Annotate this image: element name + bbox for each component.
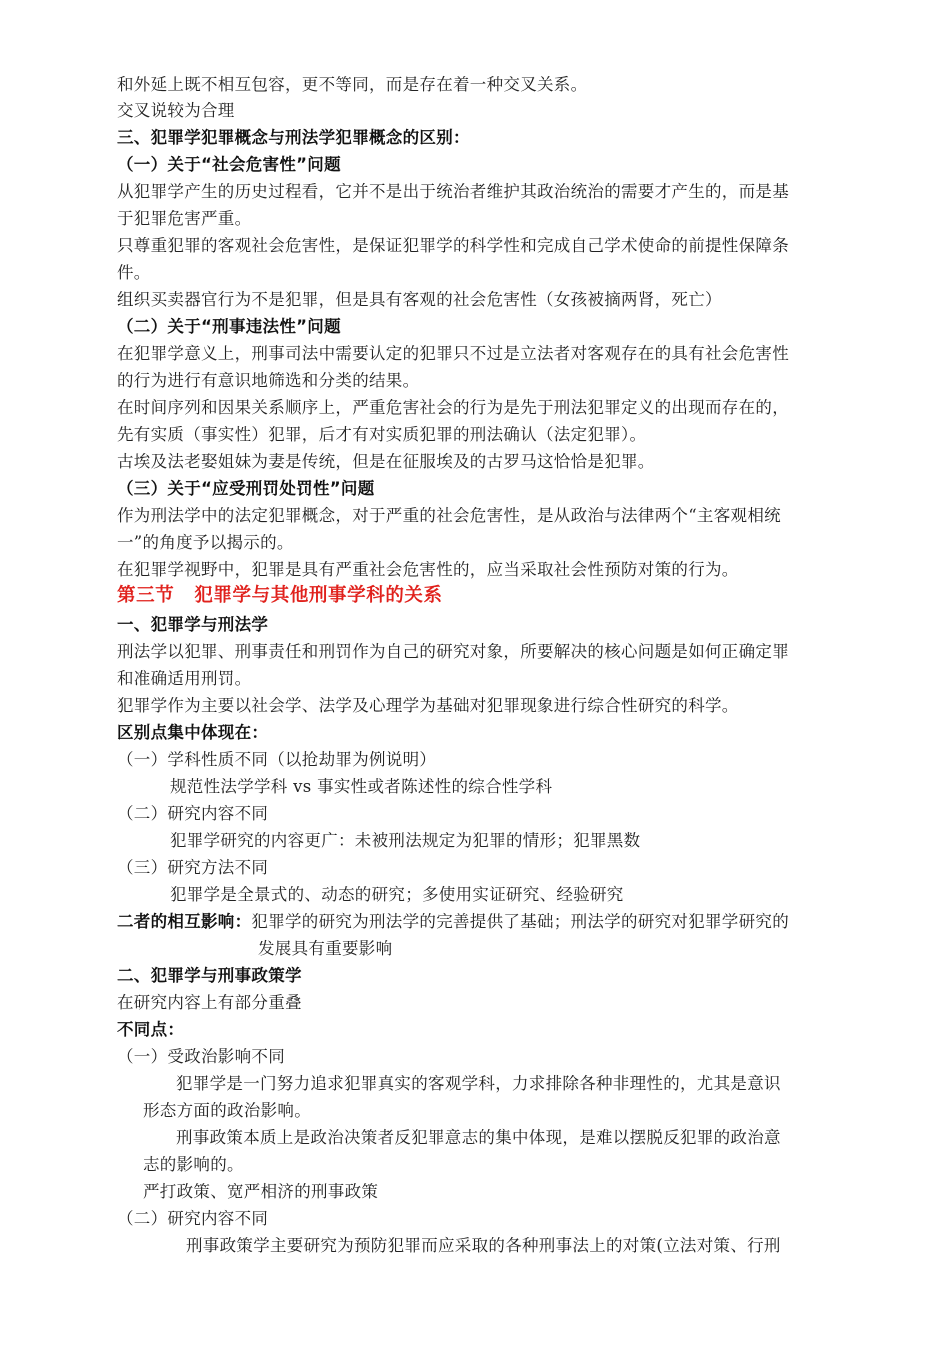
bold-label: 区别点集中体现在： bbox=[117, 723, 269, 742]
heading-1: 一、犯罪学与刑法学 bbox=[117, 615, 269, 634]
text-line: 刑法学以犯罪、刑事责任和刑罚作为自己的研究对象，所要解决的核心问题是如何正确定罪 bbox=[117, 642, 789, 661]
subheading: （二）关于“刑事违法性”问题 bbox=[117, 317, 341, 336]
bold-label: 不同点： bbox=[117, 1020, 185, 1039]
text-line: 只尊重犯罪的客观社会危害性，是保证犯罪学的科学性和完成自己学术使命的前提性保障条 bbox=[117, 236, 789, 255]
text-line: 犯罪学是一门努力追求犯罪真实的客观学科，力求排除各种非理性的，尤其是意识 bbox=[176, 1074, 781, 1093]
heading-3: 三、犯罪学犯罪概念与刑法学犯罪概念的区别： bbox=[117, 128, 470, 147]
text-line: 在研究内容上有部分重叠 bbox=[117, 993, 302, 1012]
text-line: 交叉说较为合理 bbox=[117, 101, 235, 120]
text-line: 志的影响的。 bbox=[143, 1155, 244, 1174]
section-title bbox=[117, 585, 443, 607]
text-line: 件。 bbox=[117, 263, 151, 282]
text-line: 犯罪学的研究为刑法学的完善提供了基础；刑法学的研究对犯罪学研究的 bbox=[251, 912, 790, 931]
text-line: 刑事政策本质上是政治决策者反犯罪意志的集中体现，是难以摆脱反犯罪的政治意 bbox=[176, 1128, 781, 1147]
text-line: 刑事政策学主要研究为预防犯罪而应采取的各种刑事法上的对策(立法对策、行刑 bbox=[186, 1236, 781, 1255]
subheading: （三）关于“应受刑罚处罚性”问题 bbox=[117, 479, 375, 498]
text-line: 作为刑法学中的法定犯罪概念，对于严重的社会危害性，是从政治与法律两个“主客观相统 bbox=[117, 506, 781, 525]
section-name: 犯罪学与其他刑事学科的关系 bbox=[194, 585, 443, 606]
text-line: 犯罪学作为主要以社会学、法学及心理学为基础对犯罪现象进行综合性研究的科学。 bbox=[117, 696, 739, 715]
list-item: （三）研究方法不同 bbox=[117, 858, 269, 877]
list-item: （二）研究内容不同 bbox=[117, 804, 269, 823]
subheading: （一）关于“社会危害性”问题 bbox=[117, 155, 341, 174]
list-detail: 犯罪学研究的内容更广：未被刑法规定为犯罪的情形；犯罪黑数 bbox=[170, 831, 641, 850]
text-line: 在时间序列和因果关系顺序上，严重危害社会的行为是先于刑法犯罪定义的出现而存在的， bbox=[117, 398, 789, 417]
heading-2: 二、犯罪学与刑事政策学 bbox=[117, 966, 302, 985]
text-line: 发展具有重要影响 bbox=[258, 939, 393, 958]
list-item: （一）学科性质不同（以抢劫罪为例说明） bbox=[117, 750, 437, 769]
list-item: （二）研究内容不同 bbox=[117, 1209, 269, 1228]
section-number: 第三节 bbox=[117, 585, 175, 606]
text-line: 的行为进行有意识地筛选和分类的结果。 bbox=[117, 371, 420, 390]
text-line: 在犯罪学意义上，刑事司法中需要认定的犯罪只不过是立法者对客观存在的具有社会危害性 bbox=[117, 344, 789, 363]
text-line: 组织买卖器官行为不是犯罪，但是具有客观的社会危害性（女孩被摘两肾，死亡） bbox=[117, 290, 722, 309]
list-detail: 规范性法学学科 vs 事实性或者陈述性的综合性学科 bbox=[170, 777, 553, 796]
mutual-influence bbox=[117, 911, 789, 933]
text-line: 和外延上既不相互包容，更不等同，而是存在着一种交叉关系。 bbox=[117, 75, 588, 94]
list-detail: 犯罪学是全景式的、动态的研究；多使用实证研究、经验研究 bbox=[170, 885, 624, 904]
text-line: 形态方面的政治影响。 bbox=[143, 1101, 311, 1120]
bold-label: 二者的相互影响： bbox=[117, 912, 252, 931]
text-line: 先有实质（事实性）犯罪，后才有对实质犯罪的刑法确认（法定犯罪）。 bbox=[117, 425, 647, 444]
text-line: 和准确适用刑罚。 bbox=[117, 669, 252, 688]
text-line: 严打政策、宽严相济的刑事政策 bbox=[143, 1182, 379, 1201]
text-line: 古埃及法老娶姐妹为妻是传统，但是在征服埃及的古罗马这恰恰是犯罪。 bbox=[117, 452, 655, 471]
text-line: 从犯罪学产生的历史过程看，它并不是出于统治者维护其政治统治的需要才产生的，而是基 bbox=[117, 182, 789, 201]
text-line: 一”的角度予以揭示的。 bbox=[117, 533, 294, 552]
text-line: 于犯罪危害严重。 bbox=[117, 209, 252, 228]
text-line: 在犯罪学视野中，犯罪是具有严重社会危害性的，应当采取社会性预防对策的行为。 bbox=[117, 560, 739, 579]
list-item: （一）受政治影响不同 bbox=[117, 1047, 285, 1066]
